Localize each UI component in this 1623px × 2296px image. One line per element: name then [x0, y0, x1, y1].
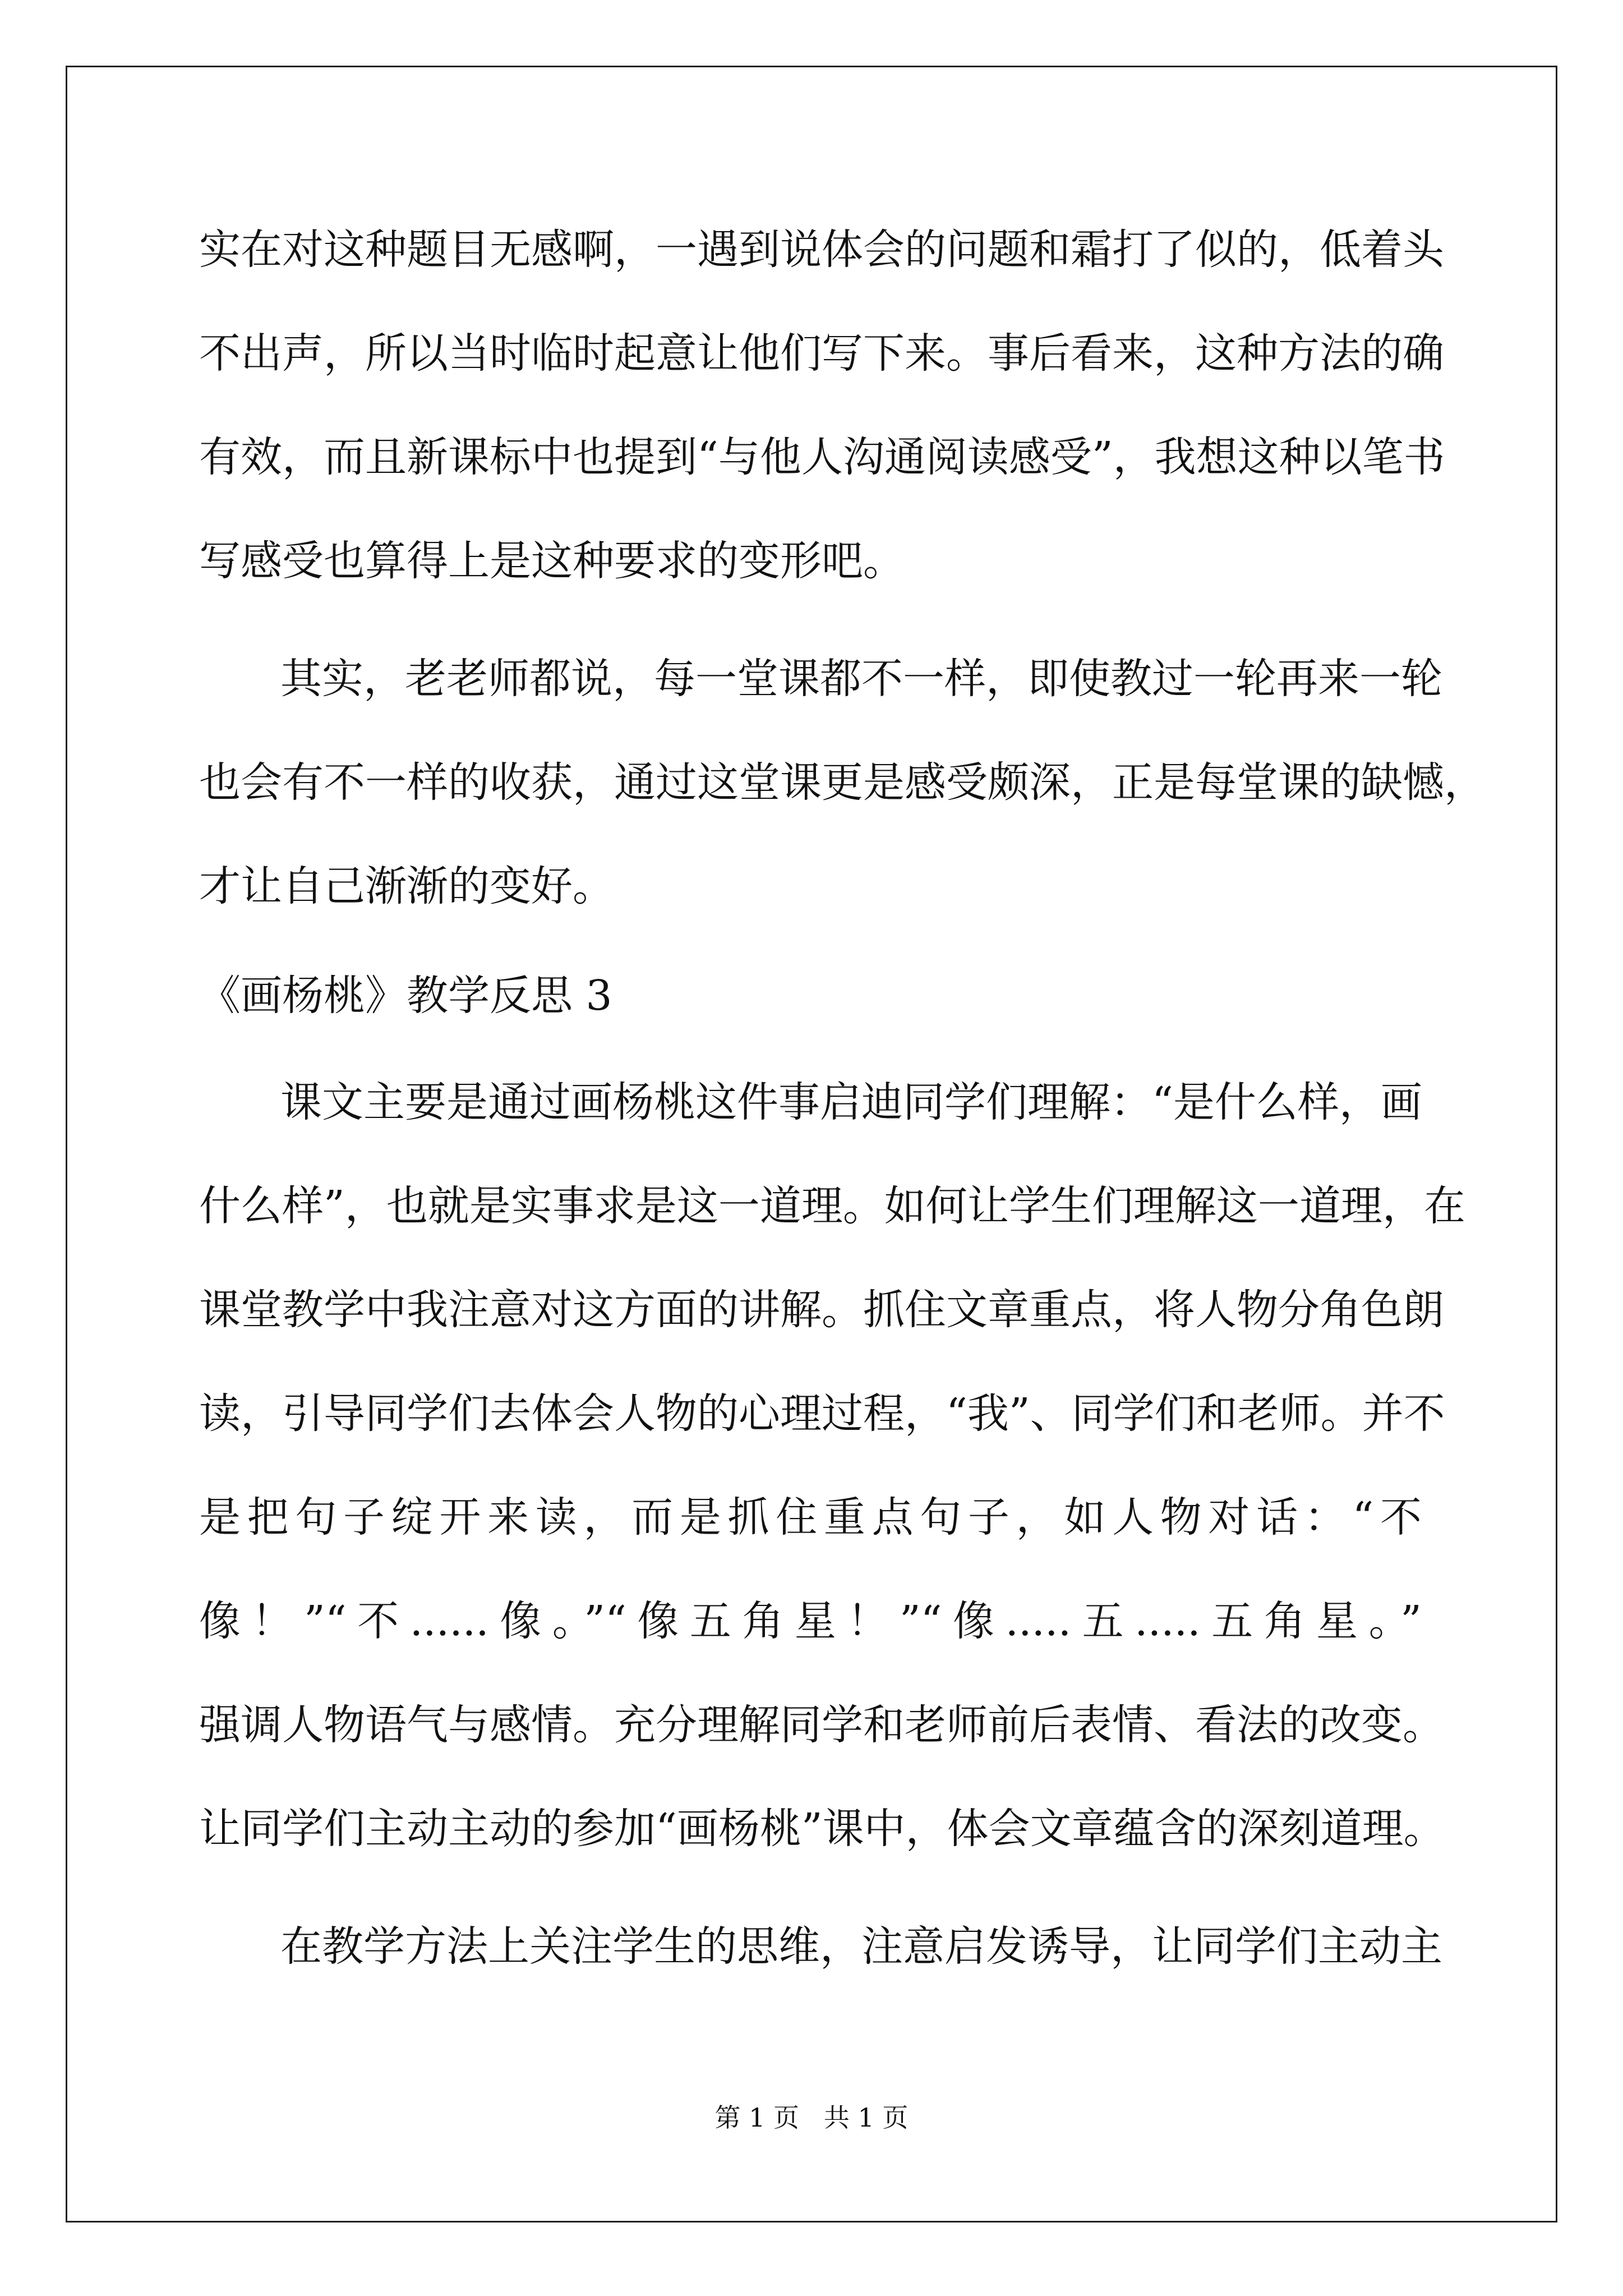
body-line-3: 有效，而且新课标中也提到“与他人沟通阅读感受”，我想这种以笔书: [199, 433, 1445, 481]
body-line-9: 课文主要是通过画杨桃这件事启迪同学们理解：“是什么样，画: [280, 1078, 1422, 1126]
body-line-1: 实在对这种题目无感啊，一遇到说体会的问题和霜打了似的，低着头: [199, 226, 1444, 274]
body-line-5: 其实，老老师都说，每一堂课都不一样，即使教过一轮再来一轮: [280, 655, 1442, 703]
body-line-14: 像！”“不......像。”“像五角星！”“像.....五.....五角星。”: [199, 1597, 1422, 1645]
section-heading: 《画杨桃》教学反思 3: [199, 972, 612, 1020]
body-line-7: 才让自己渐渐的变好。: [199, 862, 614, 910]
body-line-16: 让同学们主动主动的参加“画杨桃”课中，体会文章蕴含的深刻道理。: [199, 1805, 1445, 1853]
body-line-13: 是把句子绽开来读，而是抓住重点句子，如人物对话：“不: [199, 1493, 1422, 1542]
body-line-6: 也会有不一样的收获，通过这堂课更是感受颇深，正是每堂课的缺憾，: [199, 758, 1486, 807]
page-border: [66, 66, 1557, 2223]
body-line-11: 课堂教学中我注意对这方面的讲解。抓住文章重点，将人物分角色朗: [199, 1286, 1444, 1334]
body-line-17: 在教学方法上关注学生的思维，注意启发诱导，让同学们主动主: [280, 1922, 1442, 1971]
body-line-15: 强调人物语气与感情。充分理解同学和老师前后表情、看法的改变。: [199, 1701, 1444, 1749]
body-line-2: 不出声，所以当时临时起意让他们写下来。事后看来，这种方法的确: [199, 329, 1444, 378]
body-line-4: 写感受也算得上是这种要求的变形吧。: [199, 537, 905, 585]
body-line-10: 什么样”，也就是实事求是这一道理。如何让学生们理解这一道理，在: [199, 1182, 1465, 1230]
page-footer: 第 1 页 共 1 页: [714, 2102, 909, 2133]
body-line-12: 读，引导同学们去体会人物的心理过程，“我”、同学们和老师。并不: [199, 1389, 1445, 1438]
